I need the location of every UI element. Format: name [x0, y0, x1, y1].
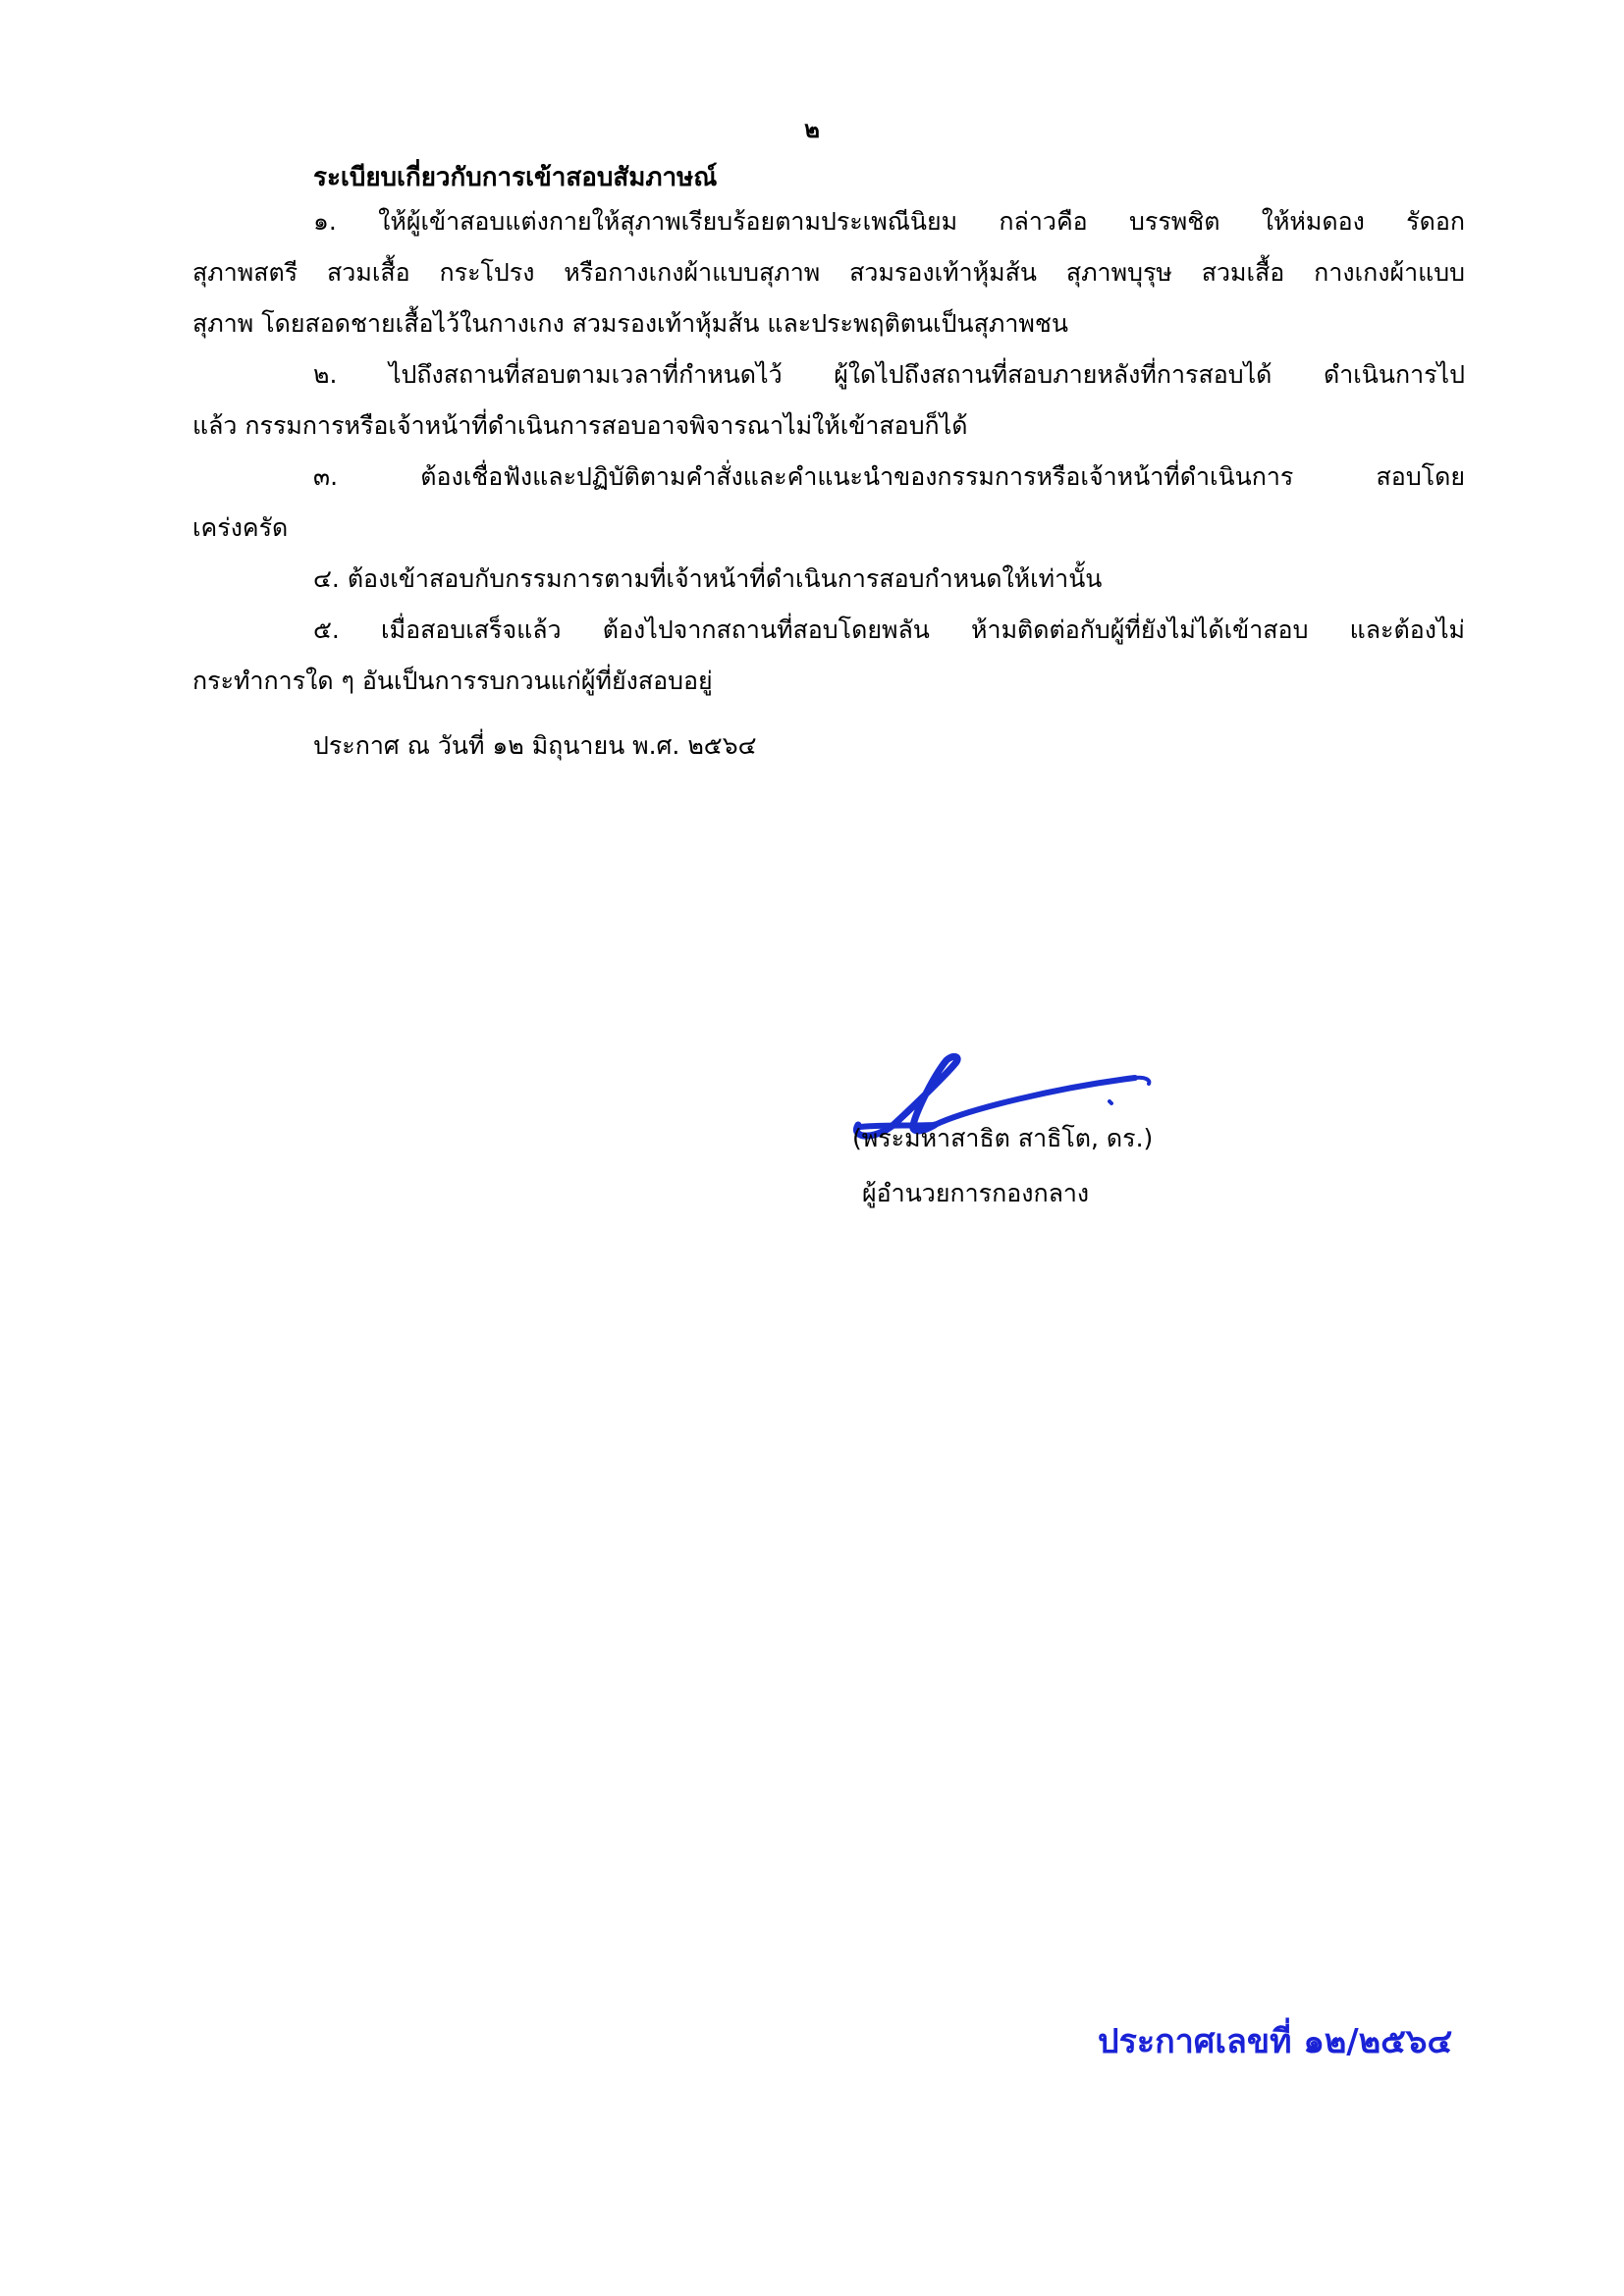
item-2-line-1: ๒. ไปถึงสถานที่สอบตามเวลาที่กำหนดไว้ ผู้ใดไปถึงสถานที่สอบภายหลังที่การสอบได้ ดำเนินการไป — [313, 360, 1465, 389]
item-4-line-1: ๔. ต้องเข้าสอบกับกรรมการตามที่เจ้าหน้าที่ดำเนินการสอบกำหนดให้เท่านั้น — [313, 564, 1103, 593]
signatory-title: ผู้อำนวยการกองกลาง — [862, 1179, 1090, 1207]
item-5-line-2: กระทำการใด ๆ อันเป็นการรบกวนแก่ผู้ที่ยังสอบอยู่ — [192, 667, 713, 695]
item-5-line-1: ๕. เมื่อสอบเสร็จแล้ว ต้องไปจากสถานที่สอบโดยพลัน ห้ามติดต่อกับผู้ที่ยังไม่ได้เข้าสอบ และต้องไม่ — [313, 615, 1465, 644]
item-1-line-3: สุภาพ โดยสอดชายเสื้อไว้ในกางเกง สวมรองเท้าหุ้มส้น และประพฤติตนเป็นสุภาพชน — [192, 309, 1068, 338]
item-1-line-1: ๑. ให้ผู้เข้าสอบแต่งกายให้สุภาพเรียบร้อยตามประเพณีนิยม กล่าวคือ บรรพชิต ให้ห่มดอง รัดอก — [313, 207, 1465, 236]
signatory-name: (พระมหาสาธิต สาธิโต, ดร.) — [852, 1124, 1154, 1152]
section-heading: ระเบียบเกี่ยวกับการเข้าสอบสัมภาษณ์ — [313, 163, 718, 192]
item-3-line-1: ๓. ต้องเชื่อฟังและปฏิบัติตามคำสั่งและคำแนะนำของกรรมการหรือเจ้าหน้าที่ดำเนินการ สอบโดย — [313, 462, 1465, 491]
announcement-number: ประกาศเลขที่ ๑๒/๒๕๖๔ — [1098, 2022, 1453, 2061]
item-3-line-2: เคร่งครัด — [192, 513, 289, 542]
announcement-date: ประกาศ ณ วันที่ ๑๒ มิถุนายน พ.ศ. ๒๕๖๔ — [313, 731, 757, 760]
page-number: ๒ — [804, 116, 820, 143]
item-1-line-2: สุภาพสตรี สวมเสื้อ กระโปรง หรือกางเกงผ้าแบบสุภาพ สวมรองเท้าหุ้มส้น สุภาพบุรุษ สวมเสื้อ กางเกงผ้าแบบ — [192, 258, 1465, 287]
item-2-line-2: แล้ว กรรมการหรือเจ้าหน้าที่ดำเนินการสอบอาจพิจารณาไม่ให้เข้าสอบก็ได้ — [192, 411, 968, 440]
